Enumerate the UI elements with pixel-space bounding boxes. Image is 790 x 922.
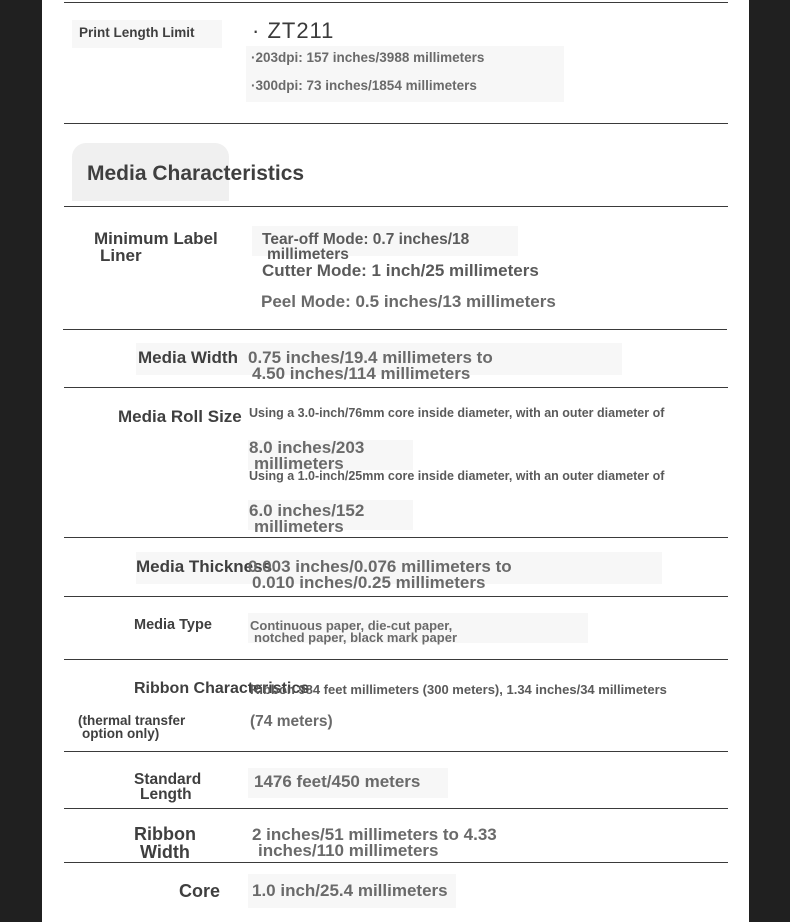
- print-length-203dpi: ·203dpi: 157 inches/3988 millimeters: [251, 50, 485, 65]
- media-roll-outer8-line1: 8.0 inches/203: [249, 438, 365, 457]
- divider: [64, 2, 728, 3]
- ribbon-line2: (74 meters): [250, 713, 333, 730]
- media-roll-outer6-line2: millimeters: [254, 517, 344, 536]
- divider: [64, 751, 728, 752]
- divider: [64, 596, 728, 597]
- print-length-label: Print Length Limit: [79, 25, 195, 40]
- ribbon-sublabel-line2: option only): [82, 726, 160, 741]
- media-thickness-label: Media Thickness: [136, 557, 273, 576]
- ribbon-width-line1: 2 inches/51 millimeters to 4.33: [252, 825, 497, 844]
- media-roll-core3: Using a 3.0-inch/76mm core inside diameter, with an outer diameter of: [249, 406, 665, 420]
- ribbon-sublabel-line1: (thermal transfer: [78, 713, 186, 728]
- ribbon-width-label-line2: Width: [140, 842, 190, 862]
- core-value: 1.0 inch/25.4 millimeters: [252, 881, 448, 900]
- media-width-line1: 0.75 inches/19.4 millimeters to: [248, 348, 493, 367]
- core-label: Core: [179, 881, 221, 901]
- divider: [64, 537, 728, 538]
- media-thickness-line1: 0.003 inches/0.076 millimeters to: [248, 557, 512, 576]
- print-length-300dpi: ·300dpi: 73 inches/1854 millimeters: [251, 78, 477, 93]
- divider: [64, 123, 728, 124]
- standard-length-label-line2: Length: [140, 786, 192, 803]
- divider: [64, 659, 728, 660]
- min-label-label-line2: Liner: [100, 246, 142, 265]
- ribbon-width-line2: inches/110 millimeters: [258, 841, 439, 860]
- media-roll-outer6-line1: 6.0 inches/152: [249, 501, 365, 520]
- tear-off-mode: Tear-off Mode: 0.7 inches/18: [262, 231, 470, 248]
- ribbon-line1: Ribbon 984 feet millimeters (300 meters), 1.34 inches/34 millimeters: [250, 682, 667, 697]
- media-thickness-line2: 0.010 inches/0.25 millimeters: [252, 573, 486, 592]
- media-width-label: Media Width: [138, 348, 238, 367]
- ribbon-label: Ribbon Characteristics: [134, 680, 310, 697]
- min-label-label-line1: Minimum Label: [94, 229, 218, 248]
- section-heading: Media Characteristics: [87, 162, 305, 185]
- standard-length-value: 1476 feet/450 meters: [254, 772, 421, 791]
- peel-mode: Peel Mode: 0.5 inches/13 millimeters: [261, 292, 556, 311]
- media-type-line2: notched paper, black mark paper: [254, 630, 458, 645]
- standard-length-label-line1: Standard: [134, 771, 202, 788]
- media-roll-outer8-line2: millimeters: [254, 454, 344, 473]
- tear-off-mode-cont: millimeters: [267, 246, 349, 263]
- cutter-mode: Cutter Mode: 1 inch/25 millimeters: [262, 261, 539, 280]
- spec-page: [42, 0, 749, 922]
- media-roll-label: Media Roll Size: [118, 407, 242, 426]
- divider: [64, 206, 728, 207]
- divider: [64, 808, 728, 809]
- media-type-label: Media Type: [134, 617, 212, 633]
- media-roll-core1: Using a 1.0-inch/25mm core inside diameter, with an outer diameter of: [249, 469, 665, 483]
- print-length-model: · ZT211: [252, 18, 335, 43]
- media-width-line2: 4.50 inches/114 millimeters: [252, 364, 471, 383]
- divider: [63, 329, 727, 330]
- ribbon-width-label-line1: Ribbon: [134, 824, 196, 844]
- media-type-line1: Continuous paper, die-cut paper,: [250, 618, 453, 633]
- divider: [64, 387, 728, 388]
